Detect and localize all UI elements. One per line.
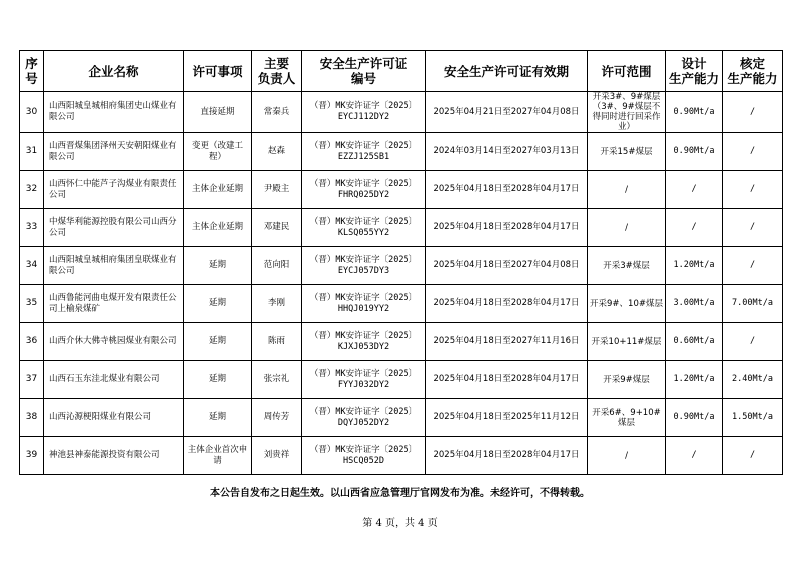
- cell-approved-capacity: /: [723, 247, 783, 285]
- cell-scope: /: [588, 171, 666, 209]
- cell-scope: 开采15#煤层: [588, 133, 666, 171]
- cell-person: 赵森: [252, 133, 302, 171]
- page-number: 第 4 页，共 4 页: [362, 518, 438, 529]
- cell-scope: /: [588, 437, 666, 475]
- cell-validity: 2025年04月18日至2028年04月17日: [426, 361, 588, 399]
- cell-seq: 32: [20, 171, 44, 209]
- table-row: [20, 323, 783, 361]
- cell-approved-capacity: 7.00Mt/a: [723, 285, 783, 323]
- cell-seq: 35: [20, 285, 44, 323]
- cell-company: 山西介休大佛寺桃园煤业有限公司: [44, 323, 184, 361]
- cell-design-capacity: 0.90Mt/a: [666, 92, 723, 133]
- cell-item: 延期: [184, 399, 252, 437]
- cell-company: 山西阳城皇城相府集团皇联煤业有限公司: [44, 247, 184, 285]
- cell-design-capacity: 0.60Mt/a: [666, 323, 723, 361]
- cell-license-number: （晋）MK安许证字〔2025〕 KLSQ055YY2: [302, 209, 426, 247]
- cell-company: 神池县神泰能源投资有限公司: [44, 437, 184, 475]
- cell-seq: 30: [20, 92, 44, 133]
- cell-seq: 33: [20, 209, 44, 247]
- cell-scope: 开采6#、9+10#煤层: [588, 399, 666, 437]
- cell-license-number: （晋）MK安许证字〔2025〕 HSCQ052D: [302, 437, 426, 475]
- table-row: [20, 209, 783, 247]
- permit-table: [19, 50, 783, 475]
- cell-item: 主体企业首次申请: [184, 437, 252, 475]
- cell-seq: 31: [20, 133, 44, 171]
- cell-license-number: （晋）MK安许证字〔2025〕 FHRQ025DY2: [302, 171, 426, 209]
- cell-scope: 开采10+11#煤层: [588, 323, 666, 361]
- cell-scope: /: [588, 209, 666, 247]
- cell-design-capacity: /: [666, 171, 723, 209]
- header-approved-capacity: 核定 生产能力: [723, 51, 783, 92]
- cell-item: 延期: [184, 285, 252, 323]
- cell-validity: 2025年04月18日至2028年04月17日: [426, 209, 588, 247]
- table-row: [20, 361, 783, 399]
- cell-person: 李刚: [252, 285, 302, 323]
- table-row: [20, 92, 783, 133]
- cell-validity: 2024年03月14日至2027年03月13日: [426, 133, 588, 171]
- cell-design-capacity: 1.20Mt/a: [666, 247, 723, 285]
- cell-seq: 34: [20, 247, 44, 285]
- cell-item: 延期: [184, 323, 252, 361]
- cell-person: 张宗礼: [252, 361, 302, 399]
- cell-company: 山西怀仁中能芦子沟煤业有限责任公司: [44, 171, 184, 209]
- cell-license-number: （晋）MK安许证字〔2025〕 EYCJ112DY2: [302, 92, 426, 133]
- cell-scope: 开采9#、10#煤层: [588, 285, 666, 323]
- cell-design-capacity: 0.90Mt/a: [666, 399, 723, 437]
- header-seq: 序 号: [20, 51, 44, 92]
- cell-license-number: （晋）MK安许证字〔2025〕 DQYJ052DY2: [302, 399, 426, 437]
- header-validity: 安全生产许可证有效期: [426, 51, 588, 92]
- table-row: [20, 133, 783, 171]
- cell-company: 山西晋煤集团泽州天安朝阳煤业有限公司: [44, 133, 184, 171]
- header-row: [20, 51, 783, 92]
- table-body: [20, 92, 783, 475]
- cell-person: 陈雨: [252, 323, 302, 361]
- cell-approved-capacity: /: [723, 323, 783, 361]
- cell-approved-capacity: /: [723, 92, 783, 133]
- table-row: [20, 247, 783, 285]
- header-company: 企业名称: [44, 51, 184, 92]
- cell-company: 山西阳城皇城相府集团史山煤业有限公司: [44, 92, 184, 133]
- header-design-capacity: 设计 生产能力: [666, 51, 723, 92]
- cell-validity: 2025年04月21日至2027年04月08日: [426, 92, 588, 133]
- cell-seq: 36: [20, 323, 44, 361]
- table-row: [20, 399, 783, 437]
- cell-validity: 2025年04月18日至2025年11月12日: [426, 399, 588, 437]
- cell-validity: 2025年04月18日至2027年11月16日: [426, 323, 588, 361]
- cell-license-number: （晋）MK安许证字〔2025〕 FYYJ032DY2: [302, 361, 426, 399]
- header-scope: 许可范围: [588, 51, 666, 92]
- cell-person: 常秦兵: [252, 92, 302, 133]
- cell-design-capacity: 0.90Mt/a: [666, 133, 723, 171]
- cell-item: 变更（改建工程）: [184, 133, 252, 171]
- cell-approved-capacity: 2.40Mt/a: [723, 361, 783, 399]
- cell-company: 山西鲁能河曲电煤开发有限责任公司上榆泉煤矿: [44, 285, 184, 323]
- cell-seq: 38: [20, 399, 44, 437]
- cell-item: 主体企业延期: [184, 209, 252, 247]
- cell-design-capacity: 1.20Mt/a: [666, 361, 723, 399]
- notice-text: 本公告自发布之日起生效。以山西省应急管理厅官网发布为准。未经许可，不得转载。: [210, 488, 590, 499]
- cell-validity: 2025年04月18日至2028年04月17日: [426, 171, 588, 209]
- cell-seq: 37: [20, 361, 44, 399]
- cell-person: 刘贵祥: [252, 437, 302, 475]
- cell-scope: 开采3#煤层: [588, 247, 666, 285]
- header-person: 主要 负责人: [252, 51, 302, 92]
- cell-approved-capacity: /: [723, 171, 783, 209]
- cell-validity: 2025年04月18日至2027年04月08日: [426, 247, 588, 285]
- cell-item: 直接延期: [184, 92, 252, 133]
- cell-license-number: （晋）MK安许证字〔2025〕 EYCJ057DY3: [302, 247, 426, 285]
- cell-license-number: （晋）MK安许证字〔2025〕 HHQJ019YY2: [302, 285, 426, 323]
- cell-validity: 2025年04月18日至2028年04月17日: [426, 285, 588, 323]
- table-row: [20, 437, 783, 475]
- cell-company: 山西石玉东洼北煤业有限公司: [44, 361, 184, 399]
- table-row: [20, 285, 783, 323]
- cell-design-capacity: /: [666, 209, 723, 247]
- cell-company: 山西沁源梗阳煤业有限公司: [44, 399, 184, 437]
- cell-validity: 2025年04月18日至2028年04月17日: [426, 437, 588, 475]
- table-row: [20, 171, 783, 209]
- cell-license-number: （晋）MK安许证字〔2025〕 EZZJ125SB1: [302, 133, 426, 171]
- cell-scope: 开采3#、9#煤层（3#、9#煤层不得同时进行回采作业）: [588, 92, 666, 133]
- cell-item: 延期: [184, 247, 252, 285]
- cell-person: 邓建民: [252, 209, 302, 247]
- cell-design-capacity: /: [666, 437, 723, 475]
- cell-approved-capacity: /: [723, 209, 783, 247]
- cell-license-number: （晋）MK安许证字〔2025〕 KJXJ053DY2: [302, 323, 426, 361]
- cell-approved-capacity: /: [723, 437, 783, 475]
- cell-approved-capacity: /: [723, 133, 783, 171]
- cell-scope: 开采9#煤层: [588, 361, 666, 399]
- cell-item: 主体企业延期: [184, 171, 252, 209]
- header-item: 许可事项: [184, 51, 252, 92]
- cell-seq: 39: [20, 437, 44, 475]
- cell-person: 周传芳: [252, 399, 302, 437]
- cell-person: 尹殿主: [252, 171, 302, 209]
- cell-company: 中煤华利能源控股有限公司山西分公司: [44, 209, 184, 247]
- header-license: 安全生产许可证 编号: [302, 51, 426, 92]
- cell-approved-capacity: 1.50Mt/a: [723, 399, 783, 437]
- cell-item: 延期: [184, 361, 252, 399]
- cell-design-capacity: 3.00Mt/a: [666, 285, 723, 323]
- cell-person: 范向阳: [252, 247, 302, 285]
